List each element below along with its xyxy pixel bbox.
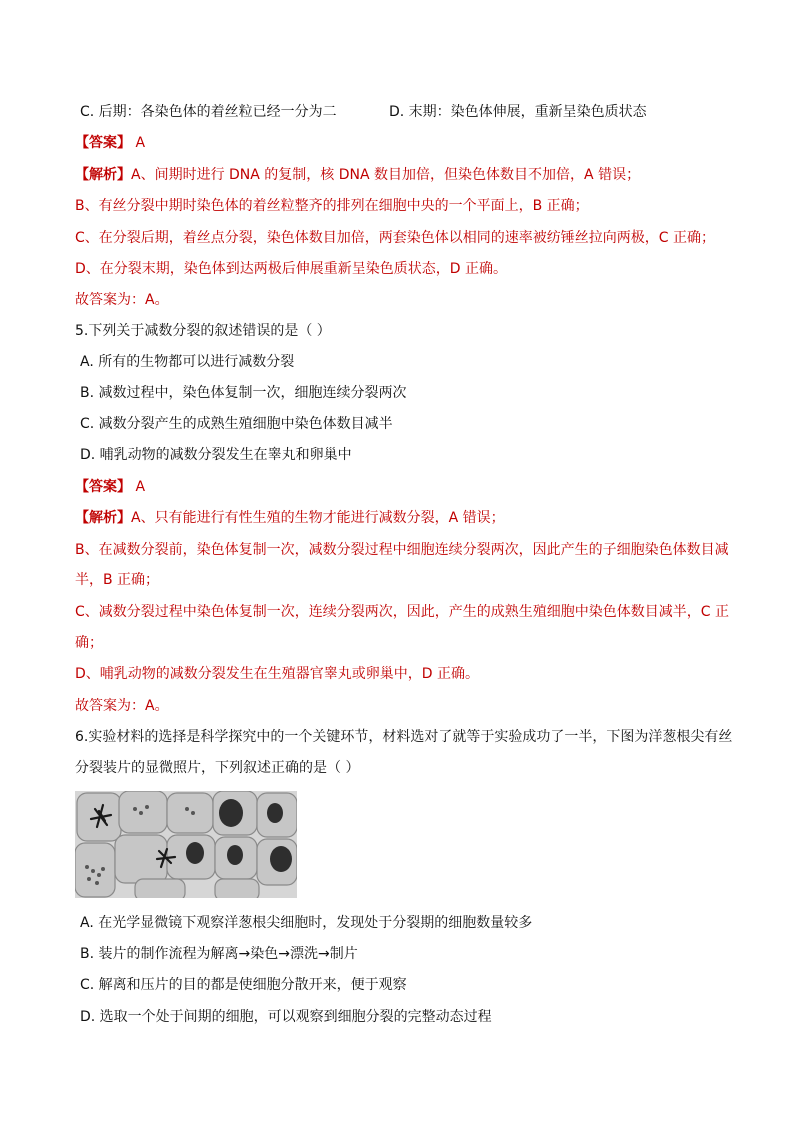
q6-stem-line-1: 6.实验材料的选择是科学探究中的一个关键环节，材料选对了就等于实验成功了一半，下图为洋葱根尖有丝 (75, 729, 733, 745)
q5-analysis-line-6: D、哺乳动物的减数分裂发生在生殖器官睾丸或卵巢中，D 正确。 (75, 666, 480, 682)
analysis-label: 【解析】 (75, 510, 131, 526)
q5-option-c: C. 减数分裂产生的成熟生殖细胞中染色体数目减半 (80, 416, 393, 432)
q6-option-c: C. 解离和压片的目的都是使细胞分散开来，便于观察 (80, 977, 407, 993)
analysis-label: 【解析】 (75, 167, 131, 183)
q5-analysis-line-3: 半，B 正确； (75, 572, 160, 588)
q4-conclusion: 故答案为：A。 (75, 292, 169, 308)
answer-value: A (135, 479, 146, 495)
onion-root-tip-micrograph (75, 791, 297, 898)
q4-analysis-line-2: B、有丝分裂中期时染色体的着丝粒整齐的排列在细胞中央的一个平面上，B 正确； (75, 198, 589, 214)
q4-answer (75, 133, 145, 153)
q5-answer (75, 477, 145, 497)
q5-analysis-line-2: B、在减数分裂前，染色体复制一次，减数分裂过程中细胞连续分裂两次，因此产生的子细胞染色体数目减 (75, 542, 729, 558)
q5-option-a: A. 所有的生物都可以进行减数分裂 (80, 354, 295, 370)
q5-analysis-line-4: C、减数分裂过程中染色体复制一次，连续分裂两次，因此，产生的成熟生殖细胞中染色体数目减半，C 正 (75, 604, 729, 620)
q5-option-d: D. 哺乳动物的减数分裂发生在睾丸和卵巢中 (80, 447, 352, 463)
answer-label: 【答案】 (75, 135, 131, 151)
q4-analysis-line-4: D、在分裂末期，染色体到达两极后伸展重新呈染色质状态，D 正确。 (75, 261, 508, 277)
q6-stem-line-2: 分裂装片的显微照片，下列叙述正确的是（ ） (75, 760, 360, 776)
q6-option-d: D. 选取一个处于间期的细胞，可以观察到细胞分裂的完整动态过程 (80, 1009, 492, 1025)
q6-option-a: A. 在光学显微镜下观察洋葱根尖细胞时，发现处于分裂期的细胞数量较多 (80, 915, 533, 931)
q6-option-b: B. 装片的制作流程为解离→染色→漂洗→制片 (80, 946, 358, 962)
q4-analysis-line-1: 【解析】A、间期时进行 DNA 的复制，核 DNA 数目加倍，但染色体数目不加倍，A 错误； (75, 167, 641, 183)
q5-analysis-line-5: 确； (75, 635, 103, 651)
answer-value: A (135, 135, 146, 151)
q4-option-d: D. 末期：染色体伸展，重新呈染色质状态 (389, 104, 647, 120)
q5-conclusion: 故答案为：A。 (75, 698, 169, 714)
q4-option-c: C. 后期：各染色体的着丝粒已经一分为二 (80, 104, 337, 120)
q4-analysis-line-3: C、在分裂后期，着丝点分裂，染色体数目加倍，两套染色体以相同的速率被纺锤丝拉向两极，C 正确； (75, 230, 715, 246)
answer-label: 【答案】 (75, 479, 131, 495)
q5-analysis-line-1: 【解析】A、只有能进行有性生殖的生物才能进行减数分裂，A 错误； (75, 510, 505, 526)
q5-stem: 5.下列关于减数分裂的叙述错误的是（ ） (75, 323, 331, 339)
q5-option-b: B. 减数过程中，染色体复制一次，细胞连续分裂两次 (80, 385, 407, 401)
